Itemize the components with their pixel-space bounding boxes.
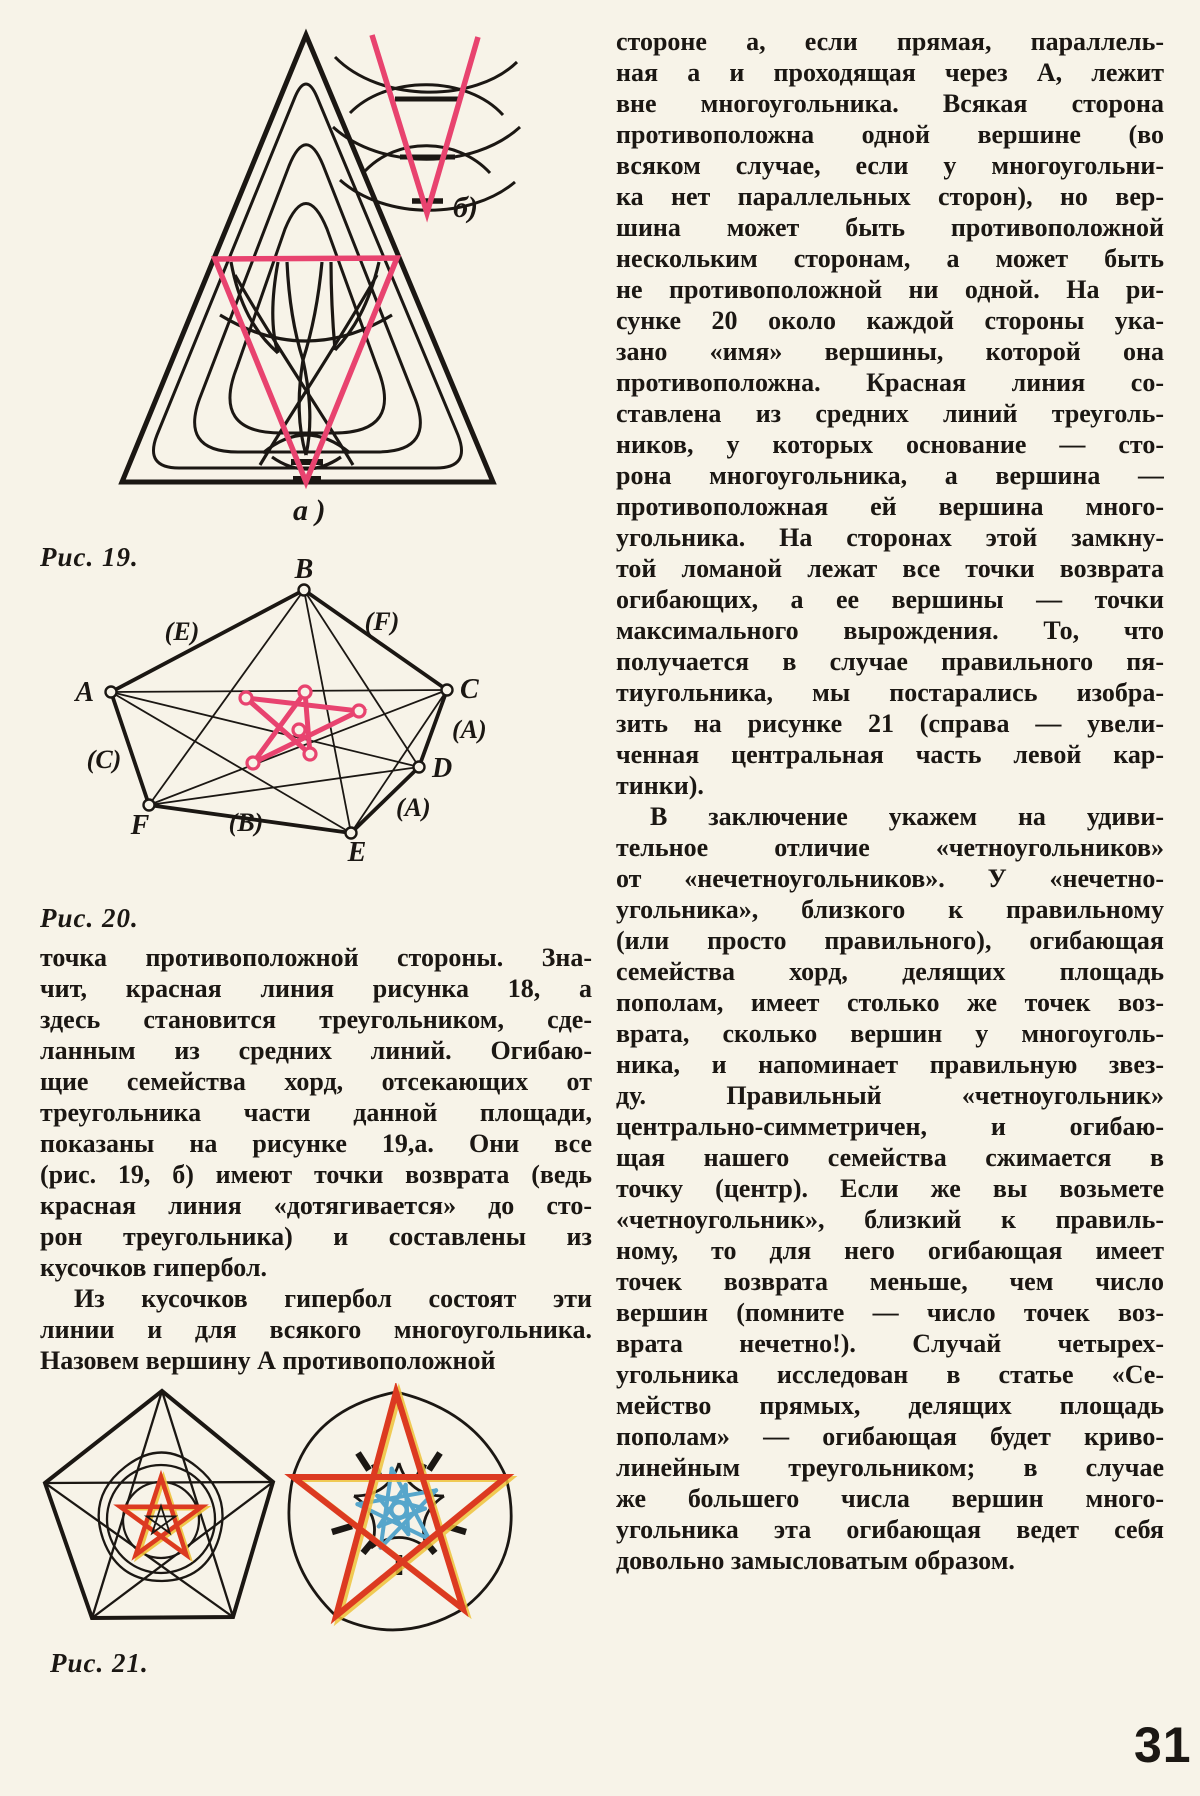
- text-line: линии и для всякого многоугольника.: [40, 1315, 592, 1344]
- text-line: не противоположной ни одной. На ри-: [616, 275, 1164, 304]
- text-line: показаны на рисунке 19,а. Они все: [40, 1129, 592, 1158]
- text-line: рона многоугольника, а вершина —: [616, 461, 1164, 490]
- fig20-vertex-label-b: B: [294, 558, 314, 585]
- text-line: Из кусочков гипербол состоят эти: [74, 1284, 592, 1313]
- text-line: сунке 20 около каждой стороны ука-: [616, 306, 1164, 335]
- fig20-side-label-fa: (C): [86, 745, 122, 774]
- right-column-text: [616, 26, 1164, 1576]
- fig20-vertex-label-d: D: [432, 753, 453, 784]
- text-line: тинки).: [616, 771, 704, 800]
- fig19-caption: Рис. 19.: [40, 542, 139, 572]
- page-number: 31: [1134, 1717, 1192, 1773]
- figure-20: [30, 558, 610, 903]
- text-line: чит, красная линия рисунка 18, а: [40, 974, 592, 1003]
- text-line: же большего числа вершин много-: [616, 1484, 1164, 1513]
- text-line: зить на рисунке 21 (справа — увели-: [616, 709, 1164, 738]
- text-line: довольно замысловатым образом.: [616, 1546, 1015, 1575]
- text-line: ника, и напоминает правильную звез-: [616, 1050, 1164, 1079]
- left-column-text: [40, 942, 592, 1376]
- text-line: стороне а, если прямая, параллель-: [616, 27, 1164, 56]
- text-line: ка нет параллельных сторон), но вер-: [616, 182, 1164, 211]
- text-line: тиугольника, мы постарались изобра-: [616, 678, 1164, 707]
- text-line: В заключение укажем на удиви-: [650, 802, 1164, 831]
- text-line: ланным из средних линий. Огибаю-: [40, 1036, 592, 1065]
- text-line: вершин (помните — число точек воз-: [616, 1298, 1164, 1327]
- text-line: получается в случае правильного пя-: [616, 647, 1164, 676]
- fig20-vertex-label-a: A: [75, 677, 94, 708]
- text-line: ному, то для него огибающая имеет: [616, 1236, 1164, 1265]
- text-line: кусочков гипербол.: [40, 1253, 268, 1282]
- text-line: угольника эта огибающая ведет себя: [616, 1515, 1164, 1544]
- text-line: ченная центральная часть левой кар-: [616, 740, 1164, 769]
- text-line: точку (центр). Если же вы возьмете: [616, 1174, 1164, 1203]
- fig20-side-label-cd: (A): [452, 715, 487, 744]
- text-line: ников, у которых основание — сто-: [616, 430, 1164, 459]
- fig20-vertex-label-c: C: [460, 674, 479, 705]
- text-line: шина может быть противоположной: [616, 213, 1164, 242]
- text-line: максимального вырождения. То, что: [616, 616, 1164, 645]
- fig21-right-star-picture: [289, 1392, 511, 1630]
- text-line: ду. Правильный «четноугольник»: [616, 1081, 1164, 1110]
- fig19-part-b: [333, 35, 520, 213]
- fig19b-black-arcs: [333, 57, 520, 210]
- fig20-caption: Рис. 20.: [40, 903, 139, 933]
- fig19-envelope-curves: [220, 262, 392, 479]
- text-line: всяком случае, если у многоугольни-: [616, 151, 1164, 180]
- text-line: вне многоугольника. Всякая сторона: [616, 89, 1164, 118]
- fig20-side-label-bc: (F): [364, 607, 400, 636]
- text-line: врата нечетно!). Случай четырех-: [616, 1329, 1164, 1358]
- text-line: треугольника части данной площади,: [40, 1098, 592, 1127]
- fig20-side-label-de: (A): [396, 793, 431, 822]
- text-line: угольника. На сторонах этой замкну-: [616, 523, 1164, 552]
- fig19-sub-label-a: а ): [293, 494, 326, 527]
- fig19-contour-1: [153, 84, 461, 468]
- figure-21: [25, 1383, 545, 1645]
- fig21-caption: Рис. 21.: [50, 1648, 149, 1678]
- fig20-side-label-ef: (B): [228, 808, 264, 837]
- text-line: противоположная ей вершина много-: [616, 492, 1164, 521]
- text-line: центрально-симметричен, и огибаю-: [616, 1112, 1164, 1141]
- text-line: противоположна одной вершине (во: [616, 120, 1164, 149]
- text-line: мейство прямых, делящих площадь: [616, 1391, 1164, 1420]
- text-line: пополам» — огибающая будет криво-: [616, 1422, 1164, 1451]
- text-line: угольника исследован в статье «Се-: [616, 1360, 1164, 1389]
- text-line: зано «имя» вершины, которой она: [616, 337, 1164, 366]
- fig19b-pink-v: [372, 35, 478, 213]
- text-line: ная а и проходящая через А, лежит: [616, 58, 1164, 87]
- text-line: щая нашего семейства сжимается в: [616, 1143, 1164, 1172]
- fig21-left-pentagon-picture: [45, 1391, 273, 1618]
- text-line: противоположна. Красная линия со-: [616, 368, 1164, 397]
- text-line: той ломаной лежат все точки возврата: [616, 554, 1164, 583]
- text-line: щие семейства хорд, отсекающих от: [40, 1067, 592, 1096]
- text-line: «четноугольник», близкий к правиль-: [616, 1205, 1164, 1234]
- text-line: врата, сколько вершин у многоуголь-: [616, 1019, 1164, 1048]
- fig20-side-label-ab: (E): [164, 617, 200, 646]
- text-line: здесь становится треугольником, сде-: [40, 1005, 592, 1034]
- text-line: пополам, имеет столько же точек воз-: [616, 988, 1164, 1017]
- figure-19: [35, 15, 595, 550]
- text-line: семейства хорд, делящих площадь: [616, 957, 1164, 986]
- fig19-contour-3: [230, 204, 385, 434]
- text-line: точек возврата меньше, чем число: [616, 1267, 1164, 1296]
- text-line: (рис. 19, б) имеют точки возврата (ведь: [40, 1160, 592, 1189]
- text-line: рон треугольника) и составлены из: [40, 1222, 592, 1251]
- fig20-vertex-label-e: E: [347, 837, 367, 868]
- text-line: линейным треугольником; в случае: [616, 1453, 1164, 1482]
- text-line: красная линия «дотягивается» до сто-: [40, 1191, 592, 1220]
- text-line: от «нечетноугольников». У «нечетно-: [616, 864, 1164, 893]
- fig19-triangle-a: [122, 35, 520, 482]
- text-line: угольника», близкого к правильному: [616, 895, 1164, 924]
- text-line: Назовем вершину А противоположной: [40, 1346, 496, 1375]
- text-line: ставлена из средних линий треуголь-: [616, 399, 1164, 428]
- fig19-sub-label-b: б): [453, 191, 478, 224]
- text-line: тельное отличие «четноугольников»: [616, 833, 1164, 862]
- text-line: (или просто правильного), огибающая: [616, 926, 1164, 955]
- text-line: точка противоположной стороны. Зна-: [40, 943, 592, 972]
- fig20-vertex-label-f: F: [130, 810, 150, 841]
- text-line: огибающих, а ее вершины — точки: [616, 585, 1164, 614]
- text-line: нескольким сторонам, а может быть: [616, 244, 1164, 273]
